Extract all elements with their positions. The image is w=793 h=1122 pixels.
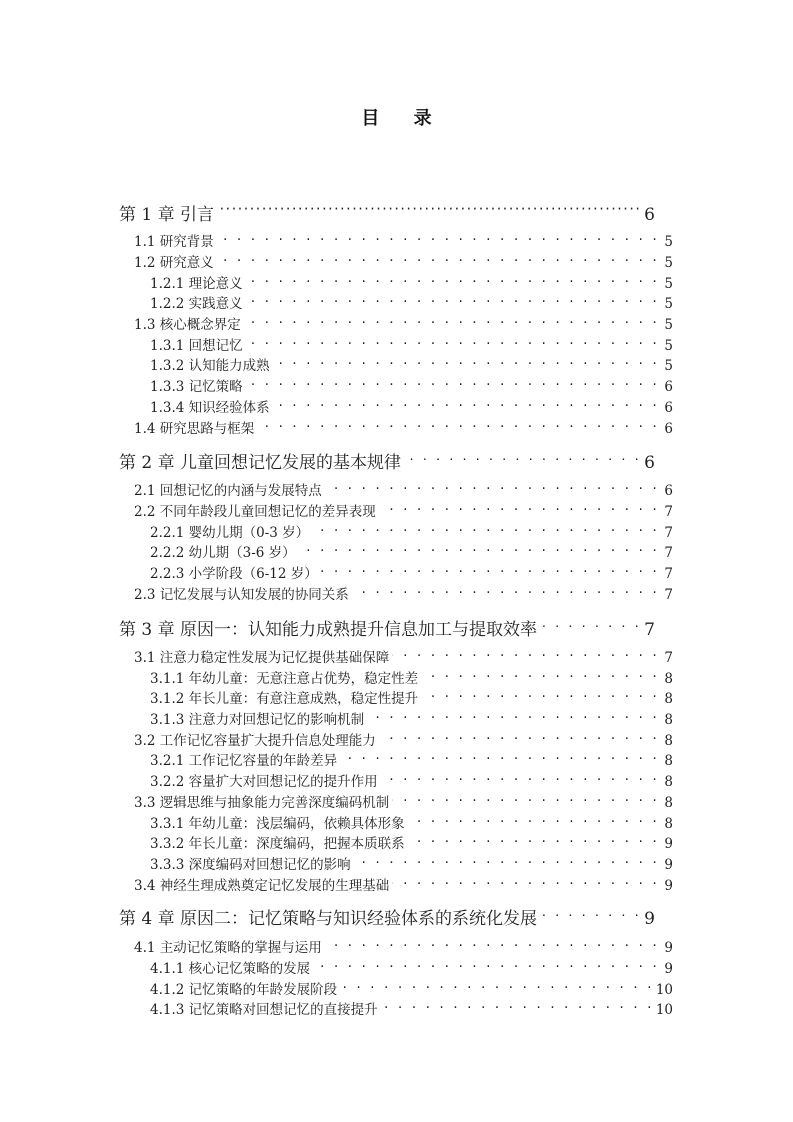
toc-entry-label: 1.3.4 知识经验体系 [150,400,270,416]
toc-entry-label: 1.2 研究意义 [134,255,214,271]
toc-page-number: 5 [664,276,673,292]
toc-page-number: 9 [664,940,673,956]
toc-entry-label: 2.1 回想记忆的内涵与发展特点 [134,483,322,499]
toc-section-entry[interactable] [134,938,673,958]
toc-subsection-entry[interactable] [150,294,673,314]
toc-chapter-entry[interactable] [119,618,655,640]
toc-entry-label: 第 3 章 原因一：认知能力成熟提升信息加工与提取效率 [119,620,538,640]
dot-leader [392,877,658,891]
dot-leader [352,586,658,600]
toc-page-number: 6 [664,421,673,437]
toc-entry-label: 1.3.2 认知能力成熟 [150,358,270,374]
toc-entry-label: 3.2.1 工作记忆容量的年龄差异 [150,753,338,769]
dot-leader [273,357,658,371]
toc-subsection-entry[interactable] [150,523,673,543]
toc-section-entry[interactable] [134,793,673,813]
toc-page-number: 8 [664,753,673,769]
toc-page-number: 8 [664,774,673,790]
toc-title: 目 录 [361,108,446,129]
toc-page-number: 8 [664,691,673,707]
toc-section-entry[interactable] [134,315,673,335]
toc-subsection-entry[interactable] [150,1000,673,1020]
toc-entry-label: 4.1.2 记忆策略的年龄发展阶段 [150,982,338,998]
toc-page-number: 6 [664,483,673,499]
toc-section-entry[interactable] [134,481,673,501]
toc-chapter-entry[interactable] [119,907,655,929]
toc-section-entry[interactable] [134,253,673,273]
toc-subsection-entry[interactable] [150,564,673,584]
toc-entry-label: 3.3.3 深度编码对回想记忆的影响 [150,857,351,873]
toc-subsection-entry[interactable] [150,855,673,875]
toc-page-number: 9 [664,836,673,852]
toc-entry-label: 4.1.3 记忆策略对回想记忆的直接提升 [150,1002,378,1018]
toc-page-number: 6 [664,400,673,416]
toc-page-number: 6 [644,453,655,473]
toc-section-entry[interactable] [134,731,673,751]
dot-leader [379,503,658,517]
dot-leader [257,420,658,434]
dot-leader [421,690,658,704]
toc-page-number: 5 [664,296,673,312]
toc-page-number: 8 [664,671,673,687]
dot-leader [404,451,640,468]
toc-entry-label: 3.1.1 年幼儿童：无意注意占优势，稳定性差 [150,671,419,687]
dot-leader [325,482,658,496]
toc-page-number: 9 [644,909,655,929]
toc-section-entry[interactable] [134,502,673,522]
toc-entry-label: 第 2 章 儿童回想记忆发展的基本规律 [119,453,402,473]
toc-page-number: 7 [664,650,673,666]
dot-leader [381,773,658,787]
toc-entry-label: 4.1.1 核心记忆策略的发展 [150,961,311,977]
toc-page-number: 5 [664,358,673,374]
toc-entry-label: 3.2.2 容量扩大对回想记忆的提升作用 [150,774,378,790]
dot-leader [540,907,640,924]
toc-section-entry[interactable] [134,648,673,668]
toc-section-entry[interactable] [134,232,673,252]
toc-entry-label: 第 4 章 原因二：记忆策略与知识经验体系的系统化发展 [119,909,538,929]
toc-entry-label: 1.4 研究思路与框架 [134,421,255,437]
dot-leader [379,732,658,746]
toc-chapter-entry[interactable] [119,203,655,225]
toc-entry-label: 第 1 章 引言 [119,205,215,225]
dot-leader [408,835,658,849]
toc-entry-label: 3.1.2 年长儿童：有意注意成熟，稳定性提升 [150,691,419,707]
toc-subsection-entry[interactable] [150,336,673,356]
dot-leader [313,960,658,974]
dot-leader [217,233,658,247]
toc-page-number: 5 [664,255,673,271]
dot-leader [340,752,658,766]
toc-page-number: 5 [664,234,673,250]
toc-entry-label: 1.3.1 回想记忆 [150,338,243,354]
toc-section-entry[interactable] [134,585,673,605]
dot-leader [540,618,640,635]
toc-page-number: 7 [664,504,673,520]
toc-entry-label: 1.3.3 记忆策略 [150,379,243,395]
toc-entry-label: 2.3 记忆发展与认知发展的协同关系 [134,587,349,603]
toc-entry-label: 3.1 注意力稳定性发展为记忆提供基础保障 [134,650,390,666]
toc-subsection-entry[interactable] [150,751,673,771]
dot-leader [299,544,658,558]
toc-subsection-entry[interactable] [150,377,673,397]
toc-entry-label: 2.2 不同年龄段儿童回想记忆的差异表现 [134,504,376,520]
dot-leader [244,316,658,330]
toc-entry-label: 3.3 逻辑思维与抽象能力完善深度编码机制 [134,795,390,811]
toc-entry-label: 3.4 神经生理成熟奠定记忆发展的生理基础 [134,878,390,894]
dot-leader [381,1001,653,1015]
toc-subsection-entry[interactable] [150,980,673,1000]
dot-leader [367,711,658,725]
toc-entry-label: 3.3.1 年幼儿童：浅层编码，依赖具体形象 [150,816,405,832]
toc-subsection-entry[interactable] [150,959,673,979]
dot-leader [325,939,658,953]
toc-page-number: 7 [664,545,673,561]
toc-section-entry[interactable] [134,419,673,439]
toc-section-entry[interactable] [134,876,673,896]
dot-leader [392,649,658,663]
dot-leader [273,399,658,413]
dot-leader [246,295,658,309]
toc-page-number: 8 [664,816,673,832]
toc-page-number: 9 [664,857,673,873]
toc-page-number: 6 [644,205,655,225]
toc-entry-label: 1.3 核心概念界定 [134,317,241,333]
toc-page-number: 5 [664,317,673,333]
dot-leader [408,815,658,829]
toc-entry-label: 3.3.2 年长儿童：深度编码，把握本质联系 [150,836,405,852]
dot-leader [392,794,658,808]
toc-subsection-entry[interactable] [150,356,673,376]
dot-leader [321,565,658,579]
toc-page-number: 10 [655,1002,673,1018]
toc-subsection-entry[interactable] [150,772,673,792]
dot-leader [246,378,658,392]
dot-leader [421,670,658,684]
toc-subsection-entry[interactable] [150,543,673,563]
toc-entry-label: 3.1.3 注意力对回想记忆的影响机制 [150,712,365,728]
toc-entry-label: 1.1 研究背景 [134,234,214,250]
toc-page-number: 8 [664,712,673,728]
toc-subsection-entry[interactable] [150,669,673,689]
toc-entry-label: 1.2.2 实践意义 [150,296,243,312]
toc-page-number: 9 [664,878,673,894]
dot-leader [312,524,658,538]
dot-leader [354,856,658,870]
toc-chapter-entry[interactable] [119,451,655,473]
toc-entry-label: 3.2 工作记忆容量扩大提升信息处理能力 [134,733,376,749]
toc-page-number: 7 [664,566,673,582]
toc-page-number: 8 [664,733,673,749]
toc-subsection-entry[interactable] [150,710,673,730]
dot-leader [217,203,640,220]
toc-subsection-entry[interactable] [150,398,673,418]
toc-page-number: 9 [664,961,673,977]
toc-entry-label: 2.2.1 婴幼儿期（0-3 岁） [150,525,310,541]
dot-leader [340,981,653,995]
dot-leader [217,254,658,268]
toc-page-number: 7 [664,525,673,541]
toc-subsection-entry[interactable] [150,689,673,709]
toc-entry-label: 2.2.2 幼儿期（3-6 岁） [150,545,296,561]
dot-leader [246,275,658,289]
toc-entry-label: 2.2.3 小学阶段（6-12 岁） [150,566,318,582]
toc-subsection-entry[interactable] [150,814,673,834]
toc-page-number: 8 [664,795,673,811]
toc-page-number: 7 [644,620,655,640]
toc-page-number: 5 [664,338,673,354]
toc-subsection-entry[interactable] [150,274,673,294]
toc-entry-label: 1.2.1 理论意义 [150,276,243,292]
dot-leader [246,337,658,351]
toc-page-number: 10 [655,982,673,998]
toc-page-number: 7 [664,587,673,603]
toc-entry-label: 4.1 主动记忆策略的掌握与运用 [134,940,322,956]
toc-page-number: 6 [664,379,673,395]
toc-subsection-entry[interactable] [150,834,673,854]
